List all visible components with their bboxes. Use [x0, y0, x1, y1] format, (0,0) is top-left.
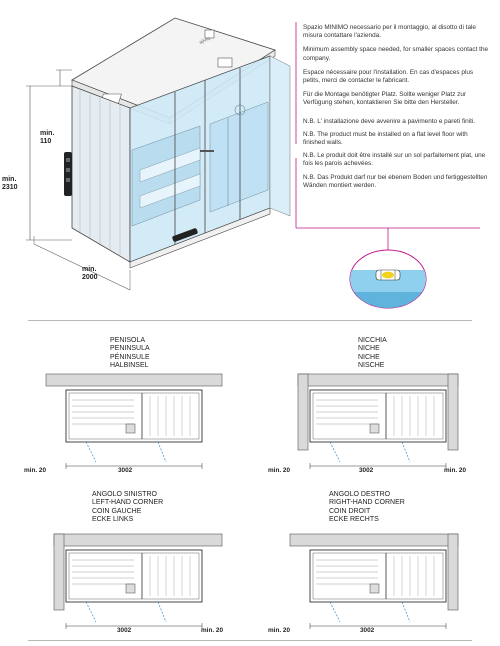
plan-2-min-right: min. 20	[201, 627, 224, 634]
plan-3-width: 3002	[360, 627, 375, 634]
nb-fr: N.B. Le produit doit être installé sur un sol parfaitement plat, une fois les parois achevées.	[303, 152, 486, 168]
dim-min-110: min. 110	[40, 130, 55, 145]
plan-1-door-swing-2	[402, 442, 410, 462]
caption-peninsula: PENISOLA PENINSULA PÉNINSULE HALBINSEL	[110, 337, 150, 370]
nb-it: N.B. L' installazione deve avvenire a pavimento e pareti finiti.	[303, 117, 476, 125]
plan-0-heater	[126, 424, 135, 433]
plan-1-min-left: min. 20	[268, 467, 291, 474]
plan-0-min-left: min. 20	[24, 467, 47, 474]
caption-right-corner: ANGOLO DESTRO RIGHT-HAND CORNER COIN DROIT ECKE RECHTS	[329, 491, 405, 524]
plan-2-back-wall	[54, 534, 222, 546]
note-fr: Espace nécessaire pour l'installation. En cas d'espaces plus petits, merci de contacter le fabricant.	[303, 68, 474, 85]
plan-2-door-swing-2	[158, 602, 166, 622]
plan-2-sauna-outline	[66, 550, 202, 602]
plan-3-door-swing-2	[402, 602, 410, 622]
plan-1-min-right: min. 20	[444, 467, 467, 474]
nb-en: N.B. The product must be installed on a flat level floor with finished walls.	[303, 130, 468, 147]
plan-3-door-swing-1	[330, 602, 340, 622]
plan-0-width: 3002	[118, 467, 133, 474]
plan-2-door-swing-1	[86, 602, 96, 622]
plan-1-left-wall	[298, 374, 308, 450]
plan-3-sauna-outline	[310, 550, 446, 602]
plan-0-door-swing-1	[86, 442, 96, 462]
caption-niche: NICCHIA NICHE NICHE NISCHE	[358, 337, 387, 370]
section-divider-bottom	[28, 640, 472, 641]
plan-3-back-wall	[290, 534, 458, 546]
plan-0-sauna-outline	[66, 390, 202, 442]
plan-0-back-wall	[46, 374, 222, 386]
plan-1-sauna-outline	[310, 390, 446, 442]
plan-2-heater	[126, 584, 135, 593]
plan-1-heater	[370, 424, 379, 433]
plan-1-back-wall	[298, 374, 458, 386]
note-de: Für die Montage benötigter Platz. Sollte weniger Platz zur Verfügung stehen, kontaktieren Sie bitte den Hersteller.	[303, 91, 467, 107]
plan-3-right-wall	[448, 534, 458, 610]
roof-label: ajiviq	[198, 35, 212, 46]
note-it: Spazio MINIMO necessario per il montaggio, al disotto di tale misura contattare l'azienda.	[303, 24, 476, 40]
plan-2-left-wall	[54, 534, 64, 610]
plan-3-heater	[370, 584, 379, 593]
plan-1-right-wall	[448, 374, 458, 450]
plan-0-door-swing-2	[158, 442, 166, 462]
dim-min-2310: min. 2310	[2, 176, 18, 191]
note-en: Minimum assembly space needed, for smaller spaces contact the company.	[303, 46, 489, 62]
plan-2-width: 3002	[117, 627, 132, 634]
nb-de: N.B. Das Produkt darf nur bei ebenem Boden und fertiggestellten Wänden montiert werden.	[303, 173, 488, 189]
plan-3-min-left: min. 20	[268, 627, 291, 634]
dim-min-2000: min. 2000	[82, 266, 98, 281]
caption-left-corner: ANGOLO SINISTRO LEFT-HAND CORNER COIN GAUCHE ECKE LINKS	[92, 491, 164, 524]
plan-1-door-swing-1	[330, 442, 340, 462]
plan-1-width: 3002	[359, 467, 374, 474]
